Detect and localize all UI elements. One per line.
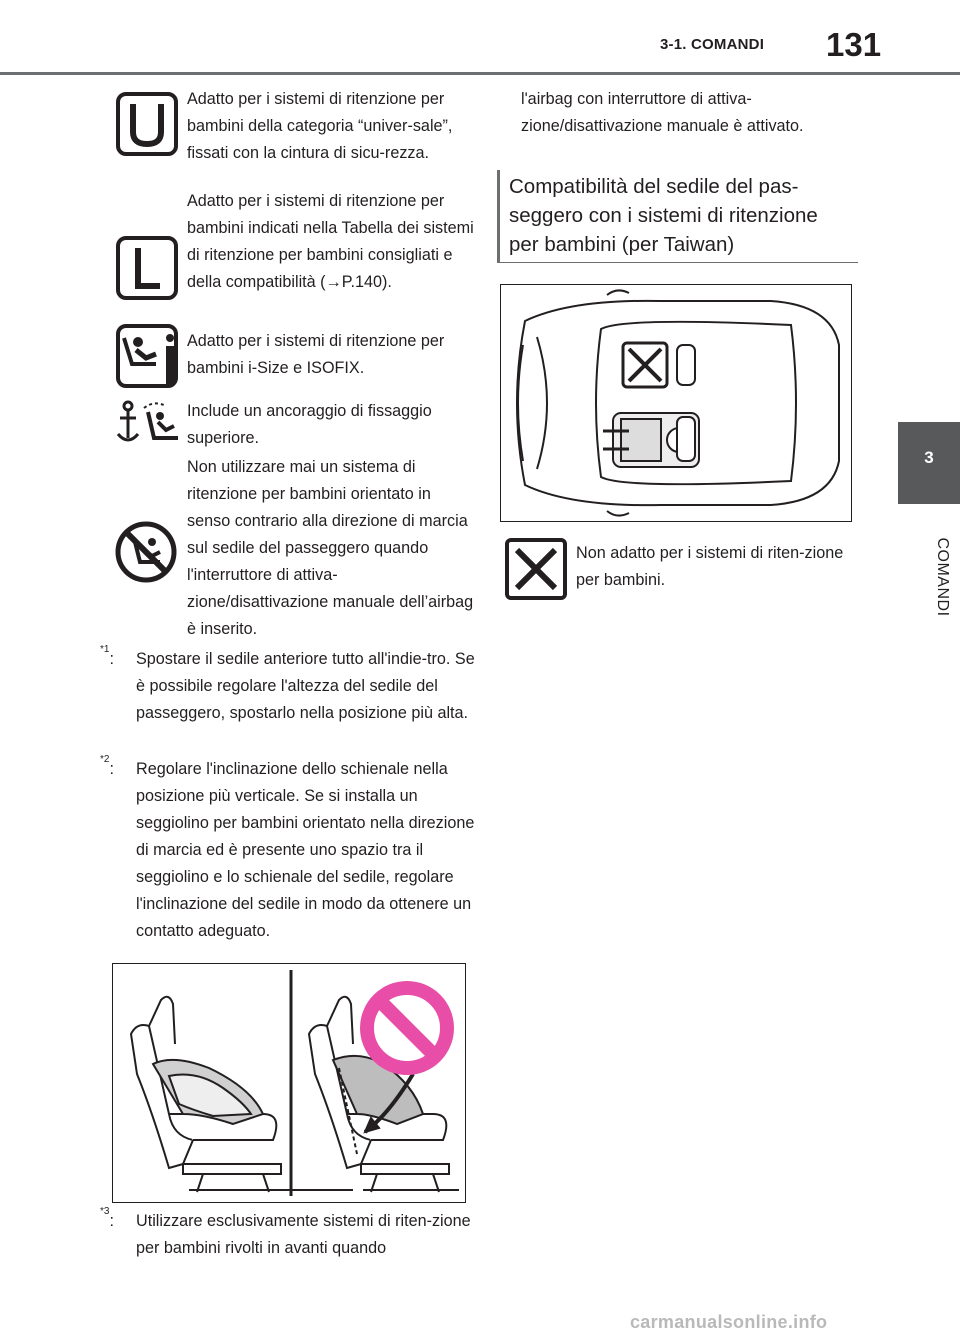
entry-universal-text: Adatto per i sistemi di ritenzione per bambini della categoria “univer-sale”, fissati con la cintura di sicu-rezza. (187, 90, 453, 162)
chapter-number: 3 (924, 448, 934, 467)
page-number: 131 (826, 26, 882, 63)
watermark: carmanualsonline.info (630, 1312, 828, 1332)
footnote-1-text: Spostare il sedile anteriore tutto all'indie-tro. Se è possibile regolare l'altezza del sedile del passeggero, spostarlo nella posizione più alta. (136, 650, 475, 722)
no-rear-facing-seat-icon (114, 520, 178, 589)
footnote-2-mark: $^{*2}$: (100, 753, 114, 778)
top-tether-anchor-icon (114, 398, 182, 453)
entry-isize-text: Adatto per i sistemi di ritenzione per bambini i-Size e ISOFIX. (187, 332, 445, 377)
footnote-1 (100, 643, 480, 727)
car-top-view-illustration (500, 284, 852, 522)
seat-recline-illustration (112, 963, 466, 1203)
universal-U-icon (116, 92, 178, 161)
continuation-text: l'airbag con interruttore di attiva-zione/disattivazione manuale è attivato. (521, 90, 804, 135)
section-heading: Compatibilità del sedile del pas-seggero con i sistemi di ritenzione per bambini (per Taiwan) (509, 175, 818, 256)
not-suitable-x-icon (505, 538, 567, 605)
chapter-label: COMANDI (934, 537, 951, 617)
entry-no-rear-facing-text: Non utilizzare mai un sistema di ritenzione per bambini orientato in senso contrario alla direzione di marcia sul sedile del passeggero quando l'interruttore di attiva-zione/disattivazione manuale dell’airbag è inserito. (187, 458, 474, 638)
i-size-child-seat-icon (116, 324, 178, 393)
entry-limited-text: Adatto per i sistemi di ritenzione per bambini indicati nella Tabella dei sistemi di ritenzione per bambini consigliati e della compatibilità (→P.140). (187, 192, 474, 291)
entry-tether-text: Include un ancoraggio di fissaggio superiore. (187, 402, 432, 447)
rear-seat-occupied (603, 413, 699, 467)
header-rule (0, 72, 960, 75)
prohibition-icon (367, 988, 447, 1068)
footnote-3 (100, 1205, 480, 1262)
footnote-2 (100, 753, 480, 945)
limited-L-icon (116, 236, 178, 305)
incorrect-seat-drawing (309, 997, 459, 1192)
footnote-2-text: Regolare l'inclinazione dello schienale nella posizione più verticale. Se si installa un seggiolino per bambini orientato nella direzione di marcia ed è presente uno spazio tra il seggiolino e lo schienale del sedile, regolare l'inclinazione del sedile in modo da ottenere un contatto adeguato. (136, 760, 475, 940)
footnote-3-mark: $^{*3}$: (100, 1205, 114, 1230)
footnote-1-mark: $^{*1}$: (100, 643, 114, 668)
section-title: 3-1. COMANDI (660, 36, 765, 53)
not-suitable-text: Non adatto per i sistemi di riten-zione per bambini. (576, 544, 844, 589)
front-seat-not-suitable (623, 343, 695, 387)
footnote-3-text: Utilizzare esclusivamente sistemi di riten-zione per bambini rivolti in avanti quando (136, 1212, 471, 1257)
